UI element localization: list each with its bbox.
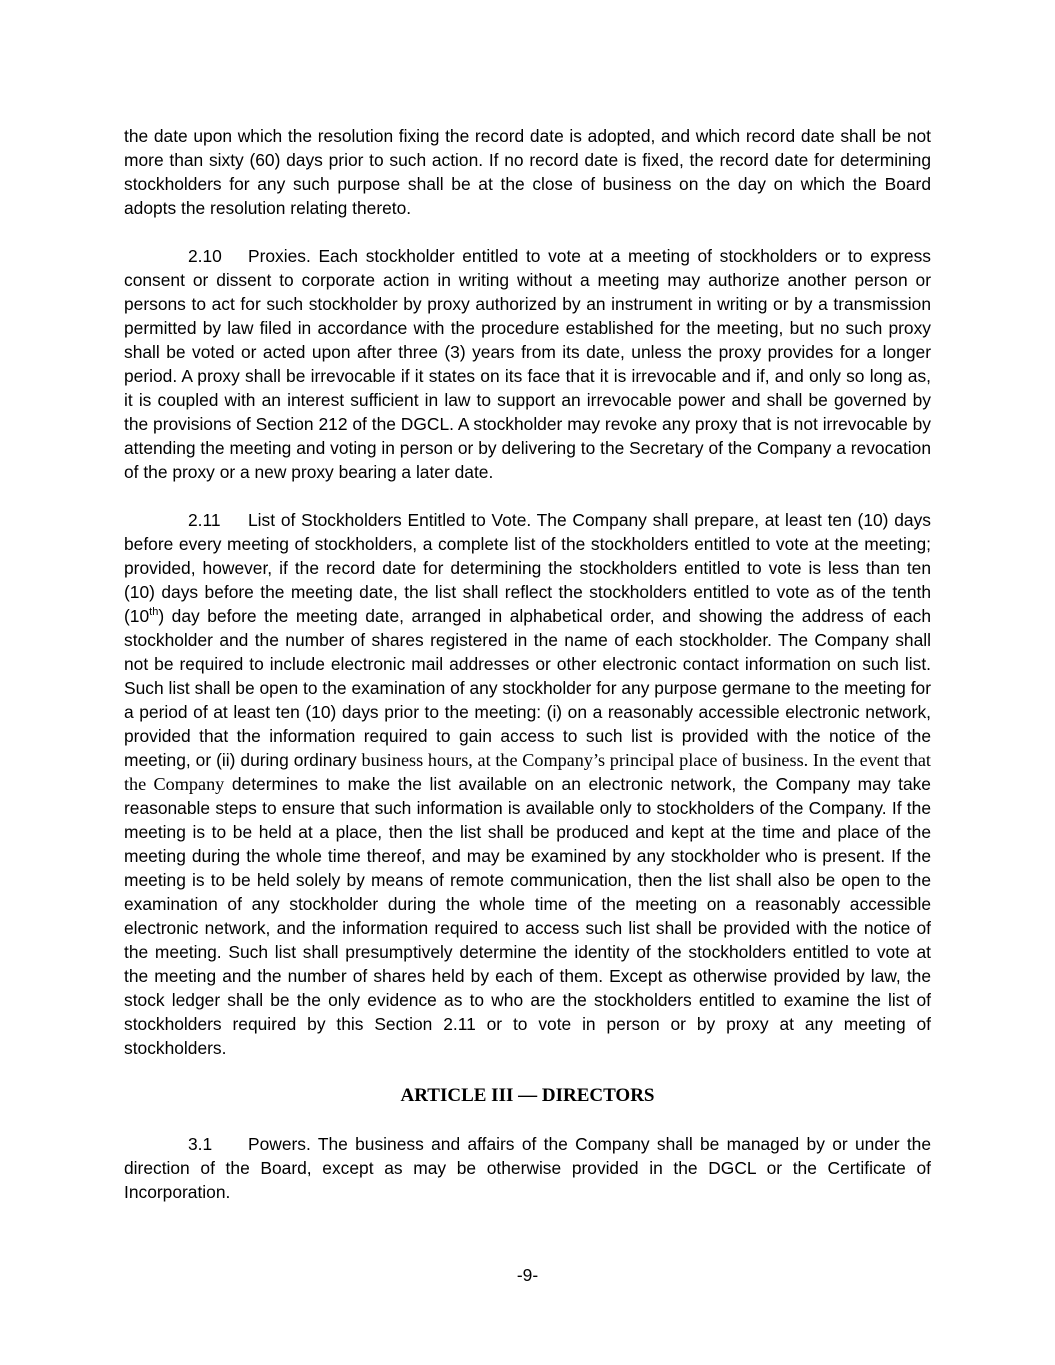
section-text: Proxies. Each stockholder entitled to vote at a meeting of stockholders or to express consent or dissent to corporate action in writing without a meeting may authorize another person or persons to act for such stockholder by proxy authorized by an instrument in writing or by a transmission permitted by law filed in accordance with the procedure established for the meeting, but no such proxy shall be voted or acted upon after three (3) years from its date, unless the proxy provides for a longer period. A proxy shall be irrevocable if it states on its face that it is irrevocable and if, and only so long as, it is coupled with an interest sufficient in law to support an irrevocable power and shall be governed by the provisions of Section 212 of the DGCL. A stockholder may revoke any proxy that is not irrevocable by attending the meeting and voting in person or by delivering to the Secretary of the Company a revocation of the proxy or a new proxy bearing a later date. (124, 246, 931, 482)
paragraph-gap (124, 220, 931, 244)
section-text-serif-line: business hours, at the Company’s principal place of business. In the event that the Company (124, 750, 931, 794)
paragraph-record-date-continuation (124, 124, 931, 220)
page-number: -9- (516, 1265, 539, 1285)
section-number: 2.10 (188, 246, 222, 266)
paragraph-gap (124, 1060, 931, 1084)
section-text: Powers. The business and affairs of the Company shall be managed by or under the direction of the Board, except as may be otherwise provided in the DGCL or the Certificate of Incorporation. (124, 1134, 931, 1202)
section-number: 3.1 (188, 1134, 213, 1154)
ordinal-superscript: th (149, 606, 159, 619)
paragraph-gap (124, 484, 931, 508)
paragraph-gap (124, 1108, 931, 1132)
paragraph-section-2-10 (124, 244, 931, 484)
section-number: 2.11 (188, 510, 221, 530)
section-text-part-a: List of Stockholders Entitled to Vote. The Company shall prepare, at least ten (10) days before every meeting of stockholders, a complete list of the stockholders entitled to vote at the meeting; provided, however, if the record date for determining the stockholders entitled to vote is less than ten (10) days before the meeting date, the list shall reflect the stockholders entitled to vote as of the tenth (10 (124, 510, 931, 626)
paragraph-section-2-11 (124, 508, 931, 1060)
continuation-text: the date upon which the resolution fixing the record date is adopted, and which record date shall be not more than sixty (60) days prior to such action. If no record date is fixed, the record date for determining stockholders for any such purpose shall be at the close of business on the day on which the Board adopts the resolution relating thereto. (124, 126, 931, 218)
document-page (124, 124, 931, 1204)
paragraph-section-3-1 (124, 1132, 931, 1204)
section-text-part-b: ) day before the meeting date, arranged in alphabetical order, and showing the address of each stockholder and the number of shares registered in the name of each stockholder. The Company shall not be required to include electronic mail addresses or other electronic contact information on such list. Such list shall be open to the examination of any stockholder for any purpose germane to the meeting for a period of at least ten (10) days prior to the meeting: (i) on a reasonably accessible electronic network, provided that the information required to gain access to such list is provided with the notice of the meeting, or (ii) during ordinary (124, 606, 931, 770)
section-text-part-c: determines to make the list available on an electronic network, the Company may take reasonable steps to ensure that such information is available only to stockholders of the Company. If the meeting is to be held at a place, then the list shall be produced and kept at the time and place of the meeting during the whole time thereof, and may be examined by any stockholder who is present. If the meeting is to be held solely by means of remote communication, then the list shall also be open to the examination of any stockholder during the whole time of the meeting on a reasonably accessible electronic network, and the information required to access such list shall be provided with the notice of the meeting. Such list shall presumptively determine the identity of the stockholders entitled to vote at the meeting and the number of shares held by each of them. Except as otherwise provided by law, the stock ledger shall be the only evidence as to who are the stockholders entitled to examine the list of stockholders required by this Section 2.11 or to vote in person or by proxy at any meeting of stockholders. (124, 774, 931, 1058)
article-heading: ARTICLE III — DIRECTORS (400, 1085, 655, 1106)
